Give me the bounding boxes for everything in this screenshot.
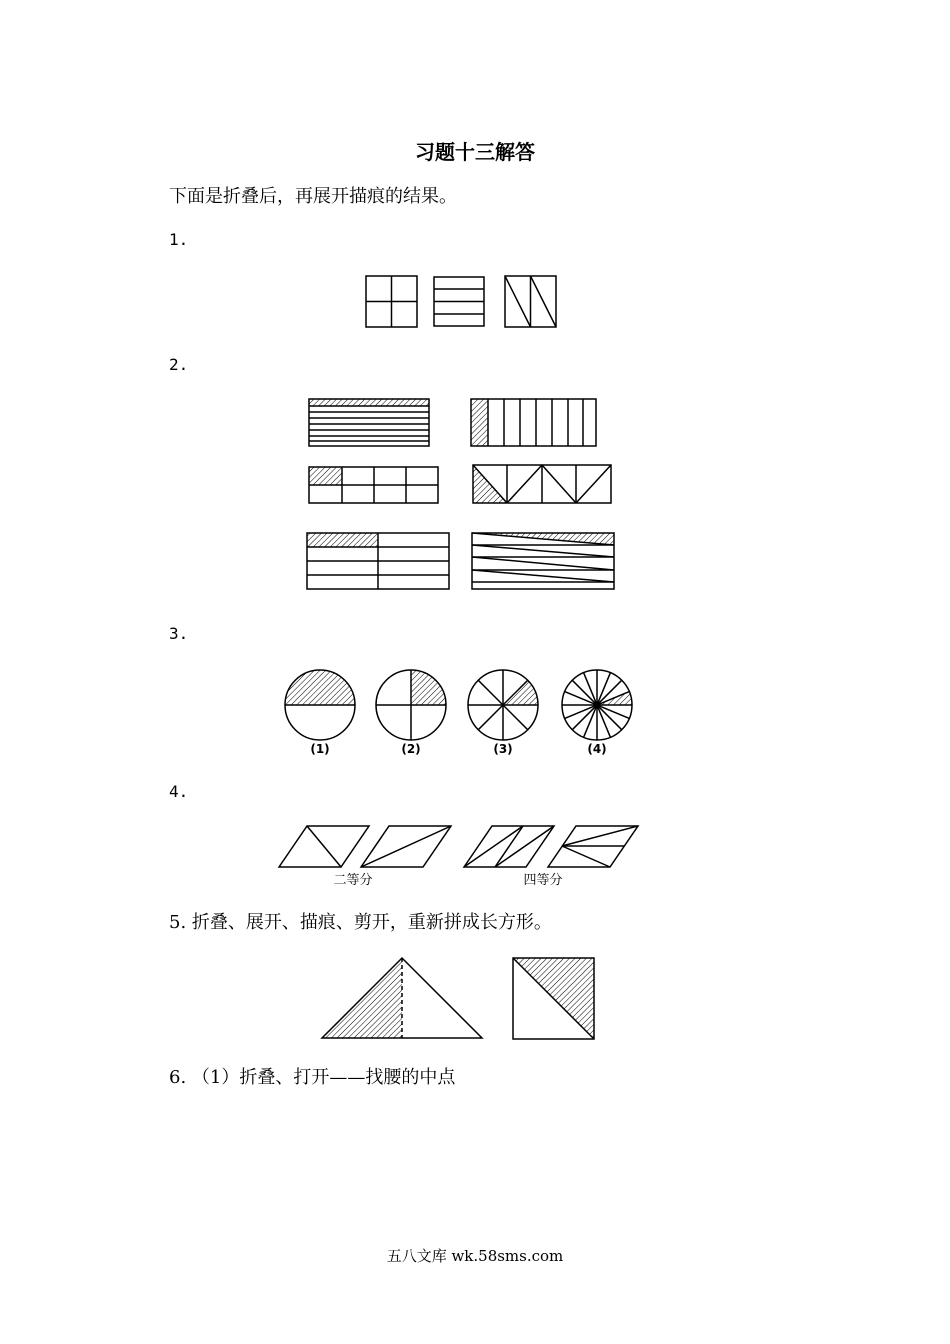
question-5-text: 5. 折叠、展开、描痕、剪开，重新拼成长方形。 xyxy=(169,912,552,933)
q3-label-1: (1) xyxy=(310,742,330,756)
page-title: 习题十三解答 xyxy=(415,140,535,164)
q3-circle-1 xyxy=(285,670,355,740)
q2-figure-b xyxy=(471,399,596,446)
q3-circle-4 xyxy=(562,670,632,740)
q2-figure-c xyxy=(309,467,438,503)
q4-parallelogram-1 xyxy=(279,826,369,867)
footer-watermark: 五八文库 wk.58sms.com xyxy=(386,1247,564,1265)
q5-triangle xyxy=(322,958,482,1038)
question-6-text: 6. （1）折叠、打开——找腰的中点 xyxy=(169,1067,456,1088)
q4-parallelogram-3 xyxy=(464,826,554,867)
question-3-number: 3. xyxy=(169,624,189,643)
q3-label-3: (3) xyxy=(493,742,513,756)
q2-figure-f xyxy=(472,533,614,589)
q3-circle-2 xyxy=(376,670,446,740)
q2-figure-e xyxy=(307,533,449,589)
question-1-number: 1. xyxy=(169,230,189,249)
q4-caption-quarters: 四等分 xyxy=(523,873,563,888)
intro-text: 下面是折叠后，再展开描痕的结果。 xyxy=(169,186,457,207)
q4-parallelogram-2 xyxy=(361,826,451,867)
question-4-number: 4. xyxy=(169,782,189,801)
q2-figure-d xyxy=(473,465,611,503)
q1-figure-strips xyxy=(434,277,484,326)
q4-caption-halves: 二等分 xyxy=(333,873,373,888)
q2-figure-a xyxy=(309,399,429,446)
q3-label-4: (4) xyxy=(587,742,607,756)
q4-parallelogram-4 xyxy=(548,826,638,867)
q1-figure-quarters xyxy=(366,276,417,327)
q3-label-2: (2) xyxy=(401,742,421,756)
question-2-number: 2. xyxy=(169,355,189,374)
q5-square xyxy=(513,958,594,1039)
q1-figure-diagonals xyxy=(505,276,556,327)
q3-circle-3 xyxy=(468,670,538,740)
